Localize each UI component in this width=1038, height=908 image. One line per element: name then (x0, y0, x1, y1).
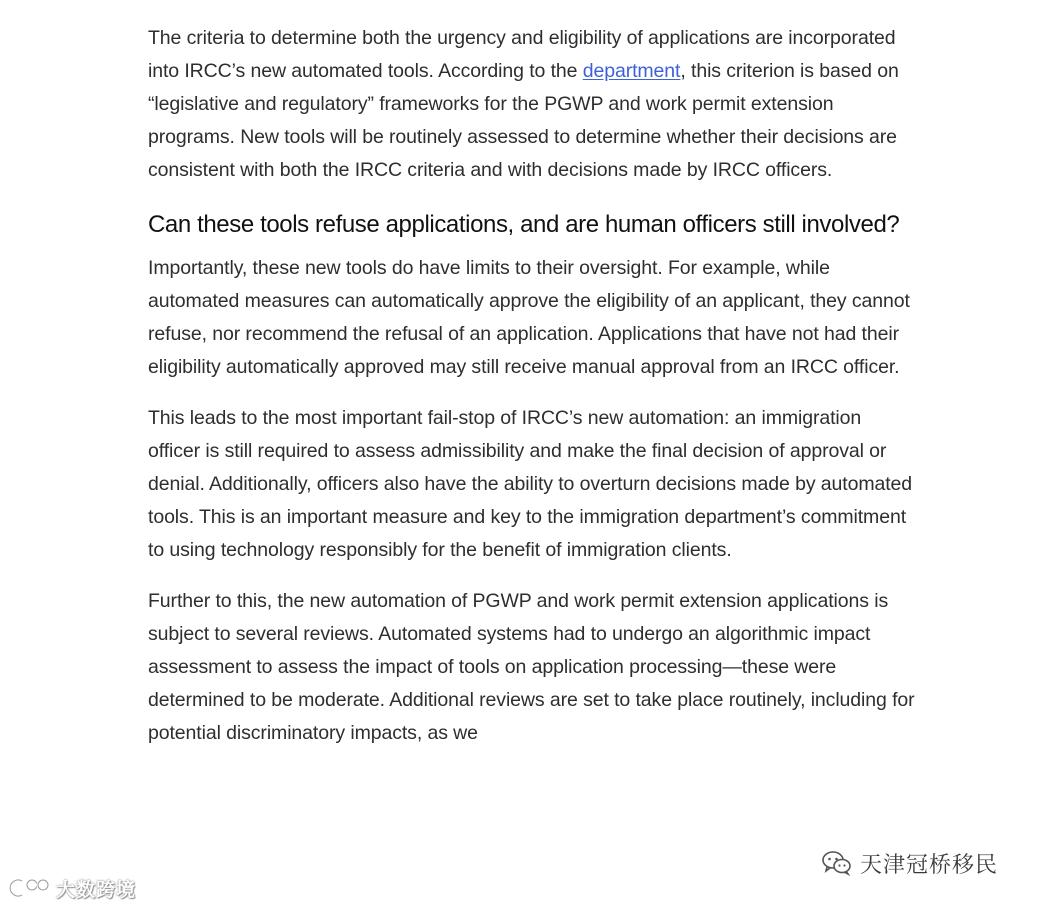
watermark-account (818, 846, 1006, 880)
watermark-platform-name: 大数跨境 (56, 878, 137, 901)
paragraph-fail-stop: This leads to the most important fail-stop of IRCC’s new automation: an immigration officer is still required to assess admissibility and make the final decision of approval or denial. Additionally, officers also have the ability to overturn decisions made by automated tools. This is an important measure and key to the immigration department’s commitment to using technology responsibly for the benefit of immigration clients. (148, 407, 913, 561)
paragraph-reviews: Further to this, the new automation of PGWP and work permit extension applications is subject to several reviews. Automated systems had to undergo an algorithmic impact assessment to assess the impact of tools on application processing—these were determined to be moderate. Additional reviews are set to take place routinely, including for potential discriminatory impacts, as we (148, 590, 915, 744)
platform-logo-icon (8, 877, 52, 899)
watermark-account-name: 天津冠桥移民 (860, 852, 999, 878)
watermark-platform (8, 874, 136, 902)
paragraph-criteria-text-end: , this criterion is based on “legislative and regulatory” frameworks for the PGWP and work permit extension programs. New tools will be routinely assessed to determine whether their decisions are consistent with both the IRCC criteria and with decisions made by IRCC officers. (148, 60, 899, 181)
wechat-icon (822, 850, 852, 876)
article-body (148, 22, 918, 750)
section-heading: Can these tools refuse applications, and are human officers still involved? (148, 211, 900, 238)
paragraph-criteria-text-start: The criteria to determine both the urgency and eligibility of applications are incorporated into IRCC’s new automated tools. According to the (148, 27, 896, 82)
paragraph-criteria (148, 22, 918, 187)
paragraph-limits: Importantly, these new tools do have limits to their oversight. For example, while automated measures can automatically approve the eligibility of an applicant, they cannot refuse, nor recommend the refusal of an application. Applications that have not had their eligibility automatically approved may still receive manual approval from an IRCC officer. (148, 257, 910, 378)
department-link[interactable]: department (582, 60, 681, 82)
